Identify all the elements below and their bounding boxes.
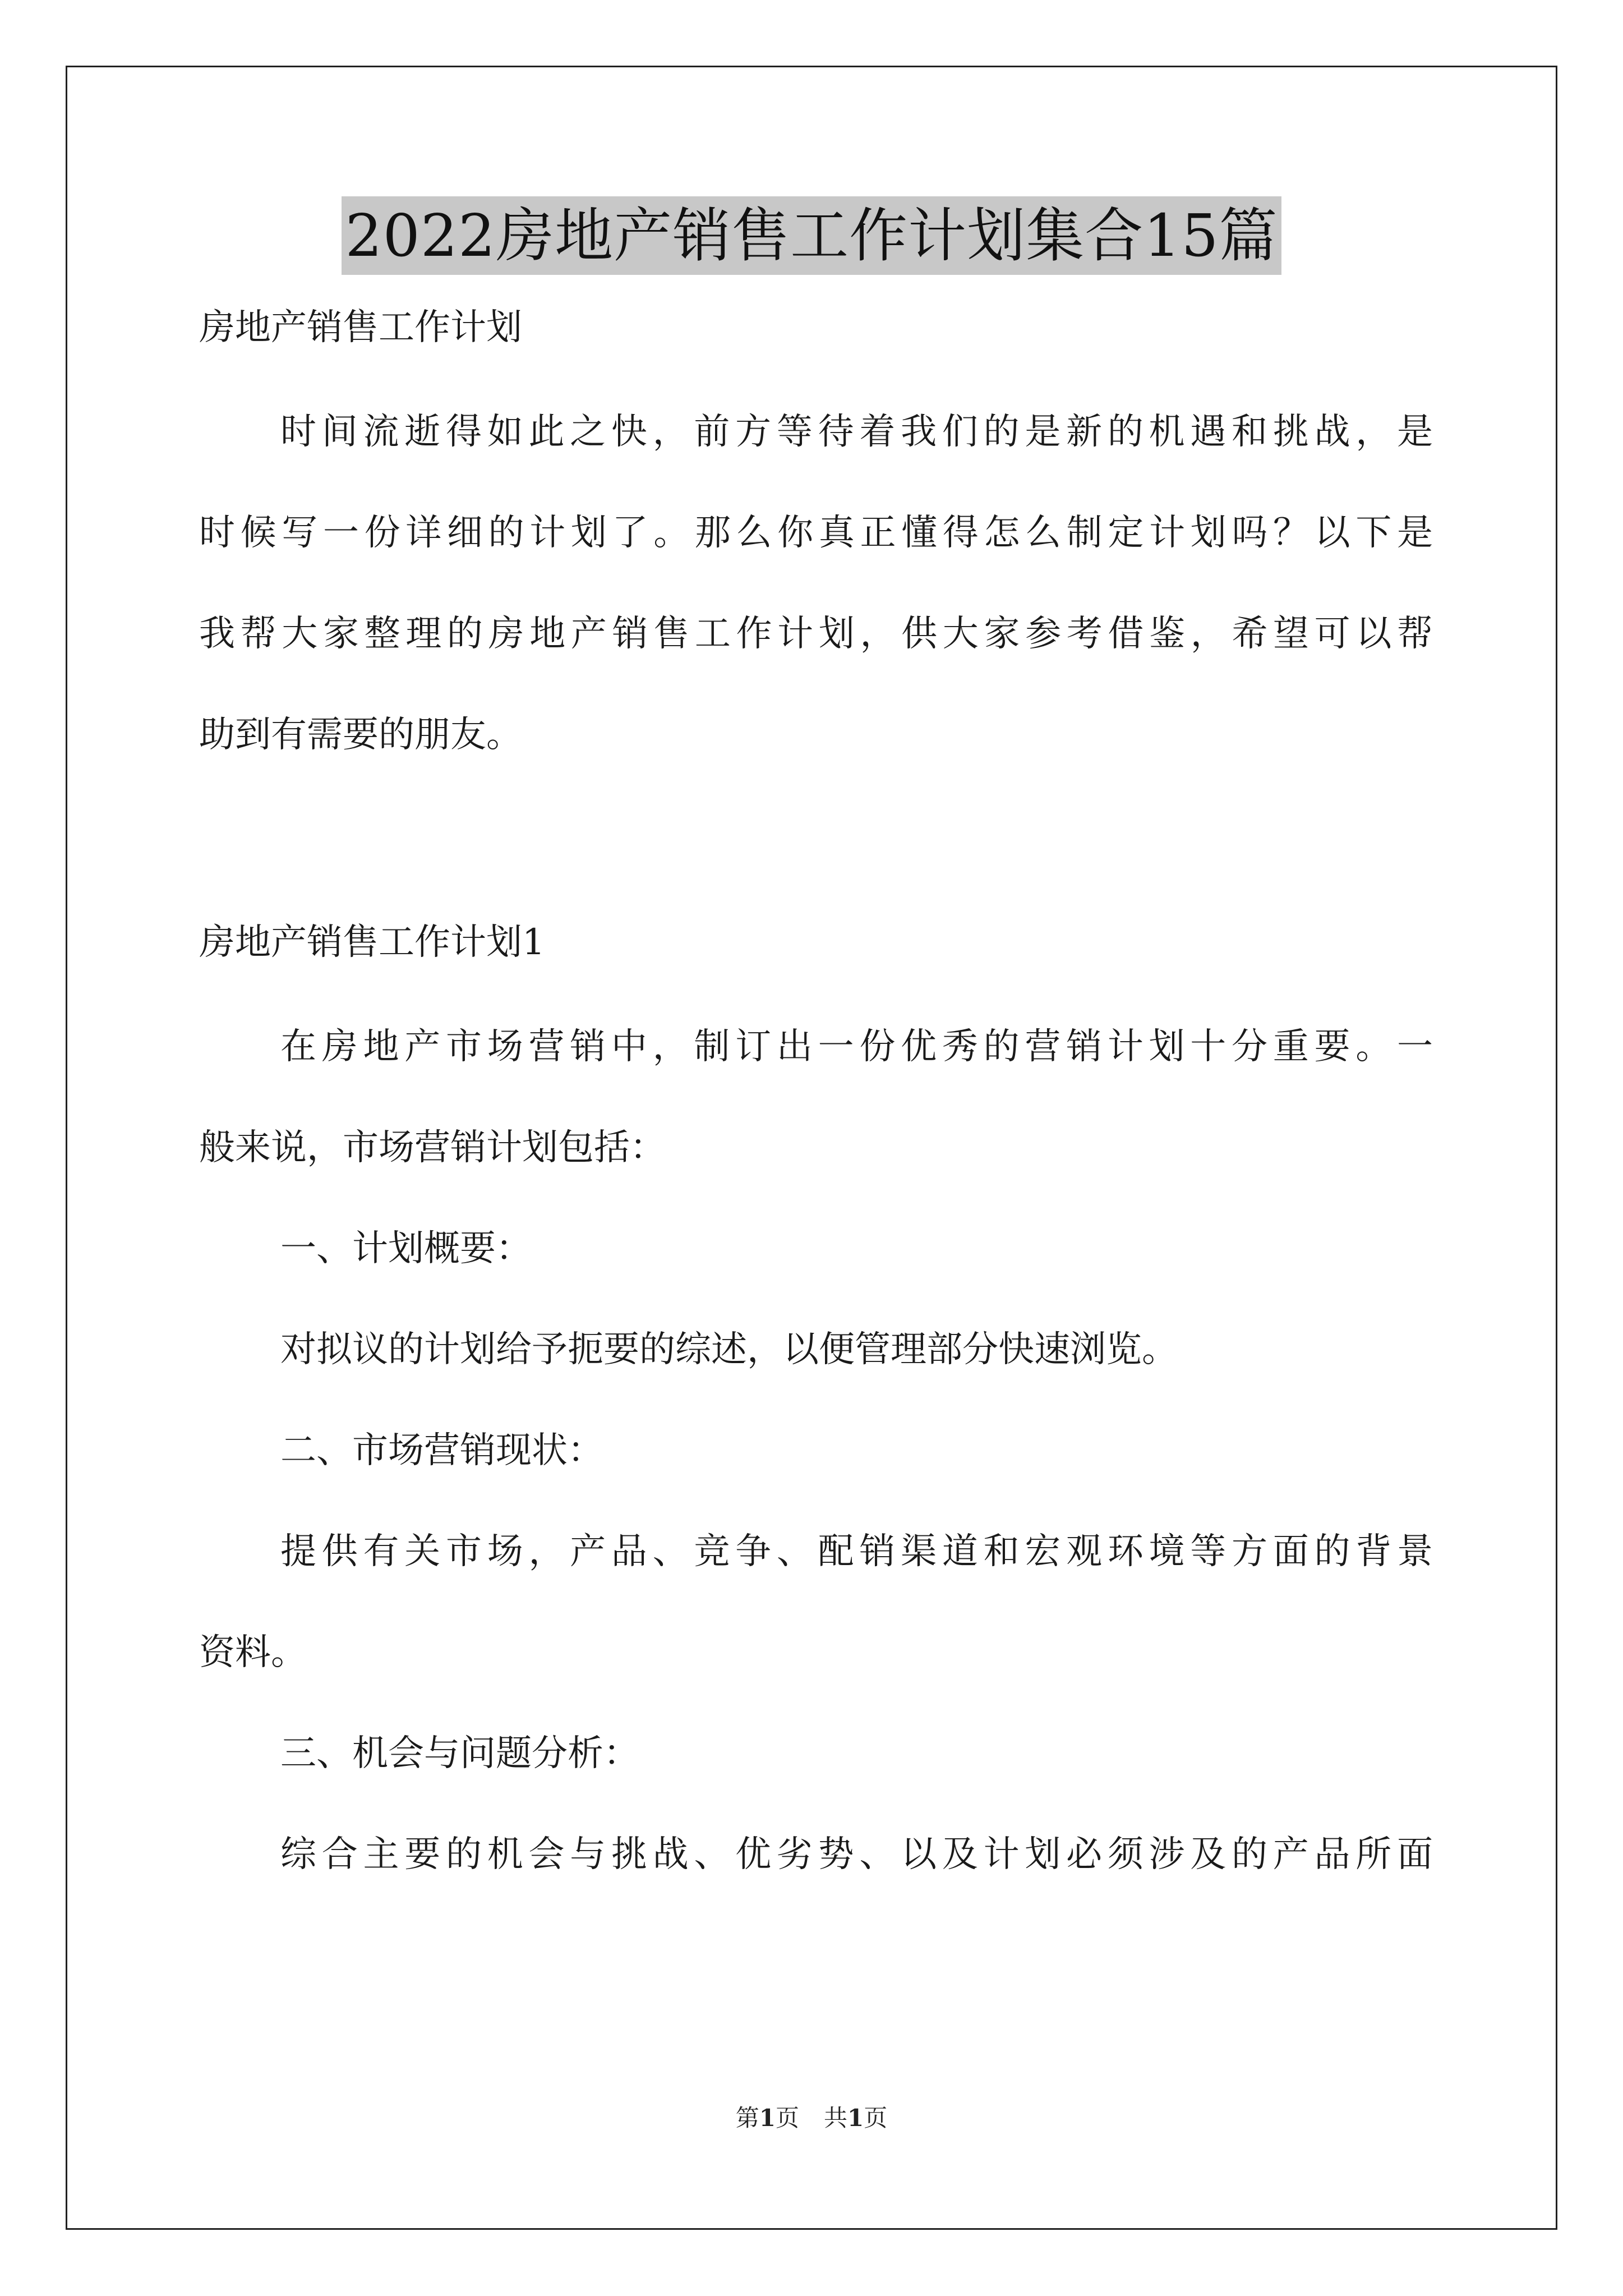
title-block	[0, 196, 1623, 275]
footer-total-number: 1	[847, 2104, 864, 2132]
document-body	[199, 302, 1433, 1880]
intro-heading: 房地产销售工作计划	[199, 307, 522, 348]
p1-line-2: 般来说，市场营销计划包括：	[199, 1127, 666, 1168]
s3-line-1: 综合主要的机会与挑战、优劣势、以及计划必须涉及的产品所面	[280, 1834, 1433, 1875]
footer-page-prefix: 第	[735, 2104, 759, 2132]
s3-heading: 三、机会与问题分析：	[280, 1733, 639, 1774]
footer-page-suffix: 页	[775, 2104, 799, 2132]
document-title: 2022房地产销售工作计划集合15篇	[342, 196, 1281, 275]
s2-line-1: 提供有关市场，产品、竞争、配销渠道和宏观环境等方面的背景	[280, 1531, 1433, 1572]
footer-total-suffix: 页	[864, 2104, 888, 2132]
intro-line-1: 时间流逝得如此之快，前方等待着我们的是新的机遇和挑战，是	[280, 411, 1433, 453]
intro-line-3: 我帮大家整理的房地产销售工作计划，供大家参考借鉴，希望可以帮	[199, 613, 1433, 655]
footer-total-prefix: 共	[824, 2104, 848, 2132]
s1-body: 对拟议的计划给予扼要的综述，以便管理部分快速浏览。	[280, 1329, 1178, 1370]
s1-heading: 一、计划概要：	[280, 1228, 532, 1269]
page-footer	[0, 2102, 1623, 2134]
intro-line-4: 助到有需要的朋友。	[199, 714, 522, 756]
footer-page-number: 1	[759, 2104, 776, 2132]
p1-line-1: 在房地产市场营销中，制订出一份优秀的营销计划十分重要。一	[280, 1026, 1433, 1068]
intro-line-2: 时候写一份详细的计划了。那么你真正懂得怎么制定计划吗？以下是	[199, 512, 1433, 554]
s2-line-2: 资料。	[199, 1632, 307, 1673]
s2-heading: 二、市场营销现状：	[280, 1430, 603, 1471]
section-1-heading: 房地产销售工作计划1	[199, 922, 545, 963]
